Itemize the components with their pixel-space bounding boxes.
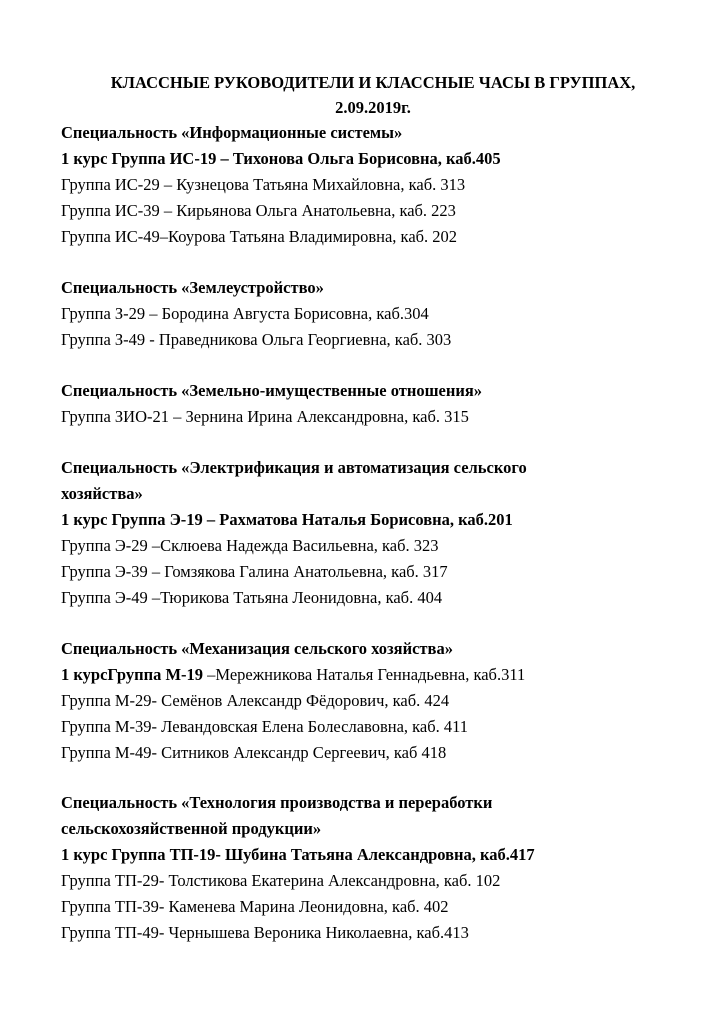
group-line-e39: Группа Э-39 – Гомзякова Галина Анатольевна, каб. 317 bbox=[61, 562, 448, 581]
first-year-group-is19: 1 курс Группа ИС-19 – Тихонова Ольга Борисовна, каб.405 bbox=[61, 149, 501, 168]
section-heading-technology-line2: сельскохозяйственной продукции» bbox=[61, 819, 322, 838]
group-line-tp39: Группа ТП-39- Каменева Марина Леонидовна, каб. 402 bbox=[61, 897, 449, 916]
group-line-e29: Группа Э-29 –Склюева Надежда Васильевна, каб. 323 bbox=[61, 536, 439, 555]
first-year-group-m19 bbox=[61, 662, 525, 688]
group-line-is49: Группа ИС-49–Коурова Татьяна Владимировна, каб. 202 bbox=[61, 227, 458, 246]
group-line-tp29: Группа ТП-29- Толстикова Екатерина Александровна, каб. 102 bbox=[61, 871, 501, 890]
group-line-z49: Группа З-49 - Праведникова Ольга Георгиевна, каб. 303 bbox=[61, 330, 452, 349]
group-line-z29: Группа З-29 – Бородина Августа Борисовна, каб.304 bbox=[61, 304, 429, 323]
document-title-line2: 2.09.2019г. bbox=[335, 98, 411, 117]
document-title-line1: КЛАССНЫЕ РУКОВОДИТЕЛИ И КЛАССНЫЕ ЧАСЫ В ГРУППАХ, bbox=[110, 73, 636, 92]
section-heading-information-systems: Специальность «Информационные системы» bbox=[61, 123, 403, 142]
section-heading-land-management: Специальность «Землеустройство» bbox=[61, 278, 324, 297]
group-line-zio21: Группа ЗИО-21 – Зернина Ирина Александровна, каб. 315 bbox=[61, 407, 469, 426]
first-year-group-m19-teacher: –Мережникова Наталья Геннадьевна, каб.311 bbox=[203, 665, 526, 684]
group-line-m29: Группа М-29- Семёнов Александр Фёдорович, каб. 424 bbox=[61, 691, 450, 710]
first-year-group-tp19: 1 курс Группа ТП-19- Шубина Татьяна Александровна, каб.417 bbox=[61, 845, 535, 864]
group-line-is29: Группа ИС-29 – Кузнецова Татьяна Михайловна, каб. 313 bbox=[61, 175, 466, 194]
group-line-m49: Группа М-49- Ситников Александр Сергеевич, каб 418 bbox=[61, 743, 447, 762]
group-line-m39: Группа М-39- Левандовская Елена Болеславовна, каб. 411 bbox=[61, 717, 469, 736]
section-heading-technology-line1: Специальность «Технология производства и переработки bbox=[61, 793, 493, 812]
section-heading-mechanization: Специальность «Механизация сельского хозяйства» bbox=[61, 639, 453, 658]
group-line-e49: Группа Э-49 –Тюрикова Татьяна Леонидовна, каб. 404 bbox=[61, 588, 443, 607]
section-heading-electrification-line2: хозяйства» bbox=[61, 484, 143, 503]
first-year-group-e19: 1 курс Группа Э-19 – Рахматова Наталья Борисовна, каб.201 bbox=[61, 510, 513, 529]
first-year-group-m19-label: 1 курсГруппа М-19 bbox=[61, 665, 204, 684]
group-line-is39: Группа ИС-39 – Кирьянова Ольга Анатольевна, каб. 223 bbox=[61, 201, 456, 220]
group-line-tp49: Группа ТП-49- Чернышева Вероника Николаевна, каб.413 bbox=[61, 923, 469, 942]
section-heading-land-property: Специальность «Земельно-имущественные отношения» bbox=[61, 381, 483, 400]
section-heading-electrification-line1: Специальность «Электрификация и автоматизация сельского bbox=[61, 458, 527, 477]
